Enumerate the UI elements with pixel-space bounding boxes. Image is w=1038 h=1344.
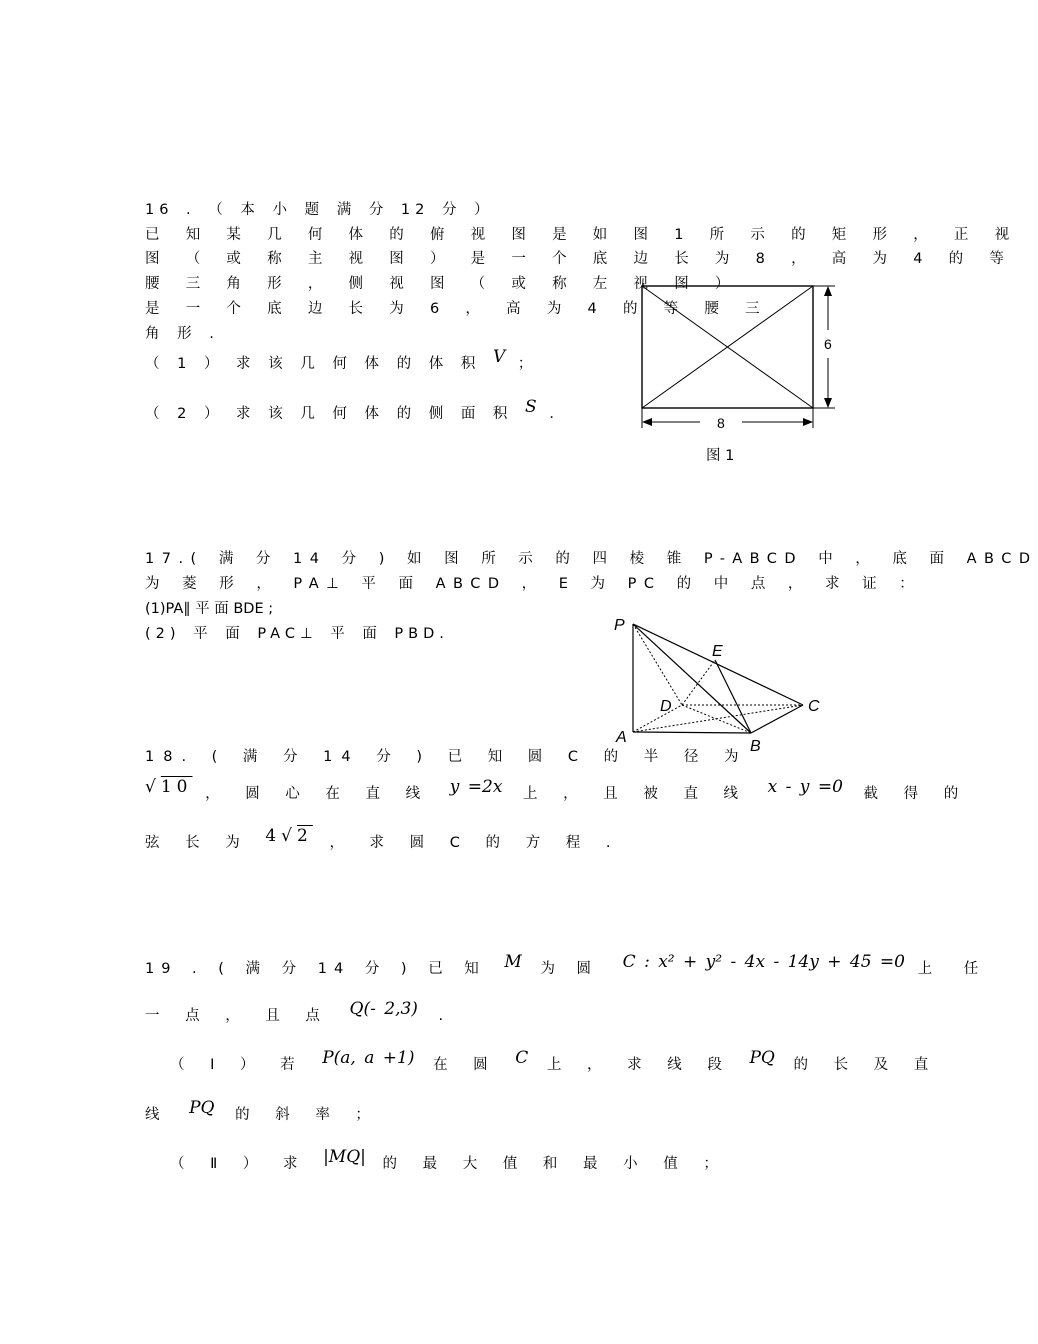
q19-text-a: 19 . ( 满 分 14 分 ) 已 知 <box>145 961 486 977</box>
q16-line-5: 角 形 . <box>145 326 219 342</box>
label-e: E <box>712 643 723 660</box>
q18-center-line: y =2x <box>449 777 503 797</box>
q16-line-4: 是 一 个 底 边 长 为 6 ， 高 为 4 的 等 腰 三 <box>145 301 769 317</box>
q19-text-c: 上 任 <box>917 961 991 977</box>
q19-text-b: 为 圆 <box>540 961 599 977</box>
q18-text-d: 弦 长 为 <box>145 835 249 851</box>
edge-pb <box>633 624 751 733</box>
q19-circle-c: C <box>515 1048 529 1068</box>
height-label: 6 <box>824 336 832 352</box>
q18-line-1: 18. ( 满 分 14 分 ) 已 知 圆 C 的 半 径 为 <box>145 749 748 765</box>
figure-1-caption: 图 1 <box>706 448 735 464</box>
q19-point-q: Q(- 2,3) <box>349 999 418 1019</box>
q18-text-b: 上 ， 且 被 直 线 <box>523 786 748 802</box>
q18-radius-value: 10 <box>160 777 193 797</box>
q16-part-2-text: （ 2 ） 求 该 几 何 体 的 侧 面 积 <box>145 406 513 422</box>
q18-text-c: 截 得 的 <box>863 786 968 802</box>
label-b: B <box>750 738 761 755</box>
q19-part-1-f: 的 斜 率 ； <box>235 1107 379 1123</box>
q19-line-pq: PQ <box>189 1098 215 1118</box>
q18-text-a: ， 圆 心 在 直 线 <box>205 786 430 802</box>
q19-text-e: . <box>438 1008 449 1024</box>
q18-chord-coef: 4 <box>265 826 282 846</box>
q16-line-2: 图 （ 或 称 主 视 图 ） 是 一 个 底 边 长 为 8 ， 高 为 4 的 等 <box>145 251 1014 267</box>
q19-text-d: 一 点 ， 且 点 <box>145 1008 329 1024</box>
edge-eb <box>715 660 751 733</box>
q19-part-1-a: （ Ⅰ ） 若 <box>170 1057 304 1073</box>
q18-chord-length: 4√2 <box>265 826 313 846</box>
q17-line-4: (2) 平 面 PAC⊥ 平 面 PBD. <box>145 626 449 642</box>
width-label: 8 <box>717 415 725 431</box>
q19-part-2-a: （ Ⅱ ） 求 <box>170 1156 307 1172</box>
edge-de <box>682 660 715 705</box>
q19-part-1-e: 线 <box>145 1107 169 1123</box>
q19-part-2 <box>170 1147 820 1175</box>
q19-distance-mq: |MQ| <box>323 1147 366 1167</box>
label-c: C <box>808 698 820 715</box>
q19-part-2-b: 的 最 大 值 和 最 小 值 ； <box>382 1156 727 1172</box>
q17-line-3: (1)PA∥ 平 面 BDE ; <box>145 601 274 617</box>
q19-line-1 <box>145 952 991 980</box>
q19-part-1 <box>170 1048 938 1076</box>
q19-part-1-d: 的 长 及 直 <box>793 1057 938 1073</box>
q16-var-s: S <box>525 397 537 417</box>
label-a: A <box>616 729 627 746</box>
q19-line-2 <box>145 999 795 1027</box>
q18-text-e: ， 求 圆 C 的 方 程 . <box>329 835 620 851</box>
q16-part-1-end: ； <box>517 356 538 372</box>
q19-circle-equation: C : x² + y² - 4x - 14y + 45 =0 <box>622 952 905 972</box>
figure-pyramid <box>610 612 850 757</box>
label-d: D <box>660 698 672 715</box>
q19-part-1-b: 在 圆 <box>433 1057 497 1073</box>
q19-segment-pq: PQ <box>749 1048 775 1068</box>
q16-part-2-end: ． <box>549 406 569 422</box>
q19-point-m: M <box>504 952 522 972</box>
figure-1-rectangle <box>630 278 850 438</box>
q19-part-1-cont <box>145 1098 795 1126</box>
q16-header: 16 . （ 本 小 题 满 分 12 分 ） <box>145 202 494 218</box>
q19-part-1-c: 上 ， 求 线 段 <box>546 1057 731 1073</box>
edge-ab <box>633 732 751 733</box>
q16-part-1-text: （ 1 ） 求 该 几 何 体 的 体 积 <box>145 356 481 372</box>
q17-line-2: 为 菱 形 ， PA⊥ 平 面 ABCD ， E 为 PC 的 中 点 ， 求 证 ： <box>145 576 922 592</box>
q18-line-2 <box>145 777 968 805</box>
q16-var-v: V <box>492 347 506 367</box>
q18-radius: √10 <box>145 777 193 797</box>
q18-chord-rad: 2 <box>297 826 313 846</box>
q18-chord-line: x - y =0 <box>767 777 843 797</box>
q16-line-1: 已 知 某 几 何 体 的 俯 视 图 是 如 图 1 所 示 的 矩 形 ， 正 视 <box>145 227 1019 243</box>
q18-line-3 <box>145 826 795 854</box>
q19-point-p: P(a, a +1) <box>322 1048 415 1068</box>
edge-pc <box>633 624 803 705</box>
q16-line-3: 腰 三 角 形 ， 侧 视 图 （ 或 称 左 视 图 ） <box>145 276 739 292</box>
q17-line-1: 17.( 满 分 14 分 ) 如 图 所 示 的 四 棱 锥 P-ABCD 中 ， 底 面 ABCD <box>145 551 1038 567</box>
label-p: P <box>614 617 625 634</box>
